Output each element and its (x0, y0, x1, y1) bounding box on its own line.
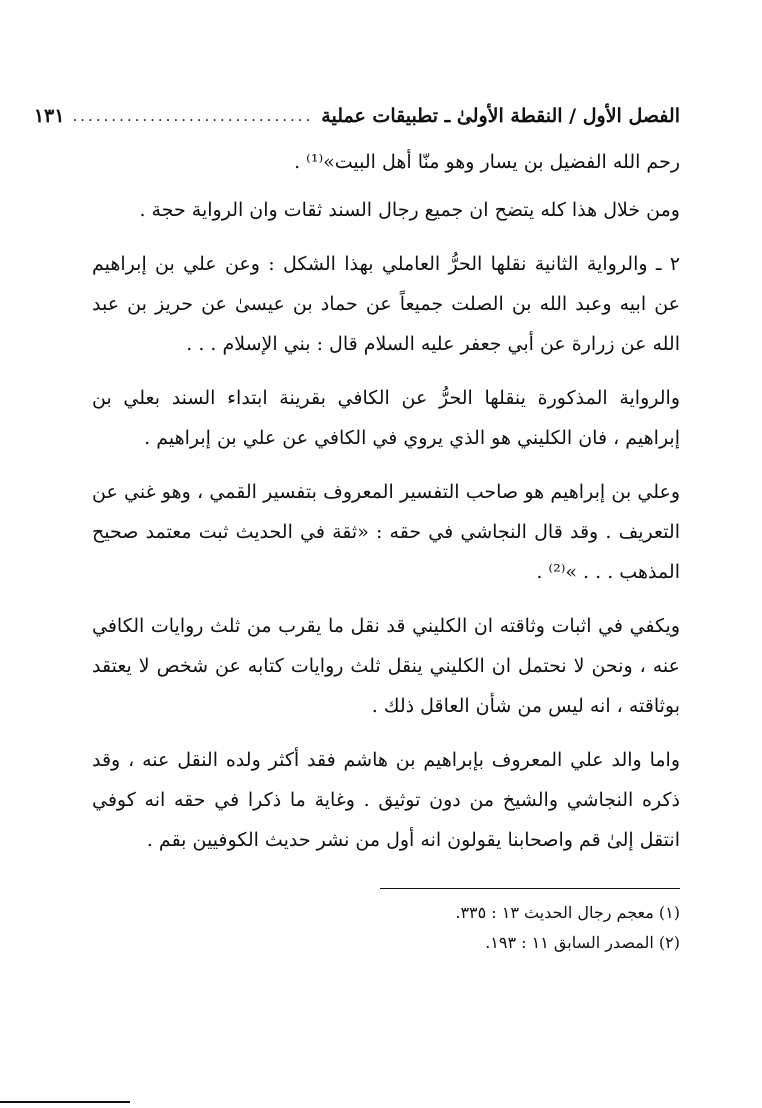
paragraph-3: ٢ ـ والرواية الثانية نقلها الحرُّ العاملي بهذا الشكل : وعن علي بن إبراهيم عن ابيه وعبد الله بن الصلت جميعاً عن حماد بن عيسىٰ عن حريز بن عبد الله عن زرارة عن أبي جعفر عليه السلام قال : بني الإسلام . . . (92, 253, 680, 355)
paragraph-5: وعلي بن إبراهيم هو صاحب التفسير المعروف بتفسير القمي ، وهو غني عن التعريف . وقد قال النجاشي في حقه : «ثقة في الحديث ثبت معتمد صحيح المذهب . . . »⁽²⁾ . (92, 481, 680, 583)
header-title: الفصل الأول / النقطة الأولىٰ ـ تطبيقات عملية (321, 105, 680, 127)
footnote-divider (380, 888, 680, 889)
paragraph-1: رحم الله الفضيل بن يسار وهو منّا أهل البيت»⁽¹⁾ . (294, 151, 680, 173)
running-header (33, 96, 680, 136)
paragraph-7: واما والد علي المعروف بإبراهيم بن هاشم فقد أكثر ولده النقل عنه ، وقد ذكره النجاشي والشيخ من دون توثيق . وغاية ما ذكرا في حقه انه كوفي انتقل إلىٰ قم واصحابنا يقولون انه أول من نشر حديث الكوفيين بقم . (92, 749, 680, 851)
page-edge-line (0, 1101, 130, 1103)
footnotes (92, 898, 680, 958)
page-number: ١٣١ (33, 105, 65, 127)
footnote-1: (١) معجم رجال الحديث ١٣ : ٣٣٥. (455, 903, 680, 922)
footnote-2: (٢) المصدر السابق ١١ : ١٩٣. (485, 933, 680, 952)
paragraph-4: والرواية المذكورة ينقلها الحرُّ عن الكافي بقرينة ابتداء السند بعلي بن إبراهيم ، فان الكليني هو الذي يروي في الكافي عن علي بن إبراهيم . (92, 387, 680, 449)
main-text (92, 142, 680, 868)
paragraph-2: ومن خلال هذا كله يتضح ان جميع رجال السند ثقات وان الرواية حجة . (139, 199, 680, 221)
paragraph-6: ويكفي في اثبات وثاقته ان الكليني قد نقل ما يقرب من ثلث روايات الكافي عنه ، ونحن لا نحتمل ان الكليني ينقل ثلث روايات كتابه عن شخص لا يعتقد بوثاقته ، انه ليس من شأن العاقل ذلك . (92, 615, 680, 717)
header-leader-dots: ............................... (72, 107, 314, 125)
